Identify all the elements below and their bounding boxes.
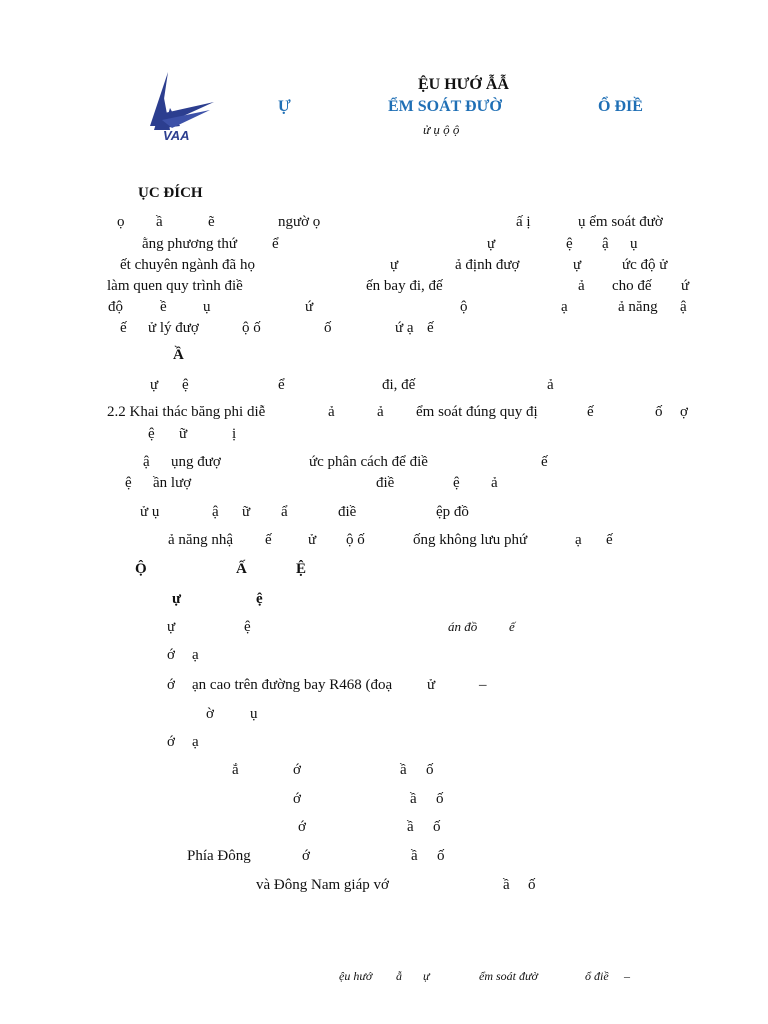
section2-heading: Ầ xyxy=(173,347,184,363)
s1-l6-f: ế xyxy=(427,320,434,336)
s1-l6-e: ứ ạ xyxy=(395,320,414,336)
s1-l1-b: ầ xyxy=(156,214,163,230)
s1-l4-b: ến bay đi, đế xyxy=(366,278,443,294)
s2-i1-a: ự xyxy=(150,377,159,393)
s3-row3-a: ớ xyxy=(298,819,306,835)
s1-l1-f: ụ ểm soát đườ xyxy=(578,214,663,230)
s1-l6-d: ố xyxy=(324,320,332,336)
s2-i5-a: ả năng nhậ xyxy=(168,532,233,548)
s3-sub1-b: ệ xyxy=(256,591,263,607)
s1-l4-d: cho đế xyxy=(612,278,652,294)
s3-sub5-b: ụ xyxy=(250,706,258,722)
logo-text: VAA xyxy=(163,128,190,143)
s1-l3-a: ết chuyên ngành đã họ xyxy=(120,257,255,273)
footer-f: – xyxy=(624,969,630,983)
s1-l2-b: ể xyxy=(272,236,279,252)
s3-sub4-b: ạn cao trên đường bay R468 (đoạ xyxy=(192,677,393,693)
s2-i1-e: ả xyxy=(547,377,554,393)
s1-l6-b: ử lý đượ xyxy=(148,320,199,336)
s1-l4-c: ả xyxy=(578,278,585,294)
doc-title-line1: ỆU HƯỚ ẪẪ xyxy=(418,76,509,93)
s2-i4-b: ậ xyxy=(212,504,219,520)
s3-row3-c: ố xyxy=(433,819,441,835)
s3-sub2-d: ế xyxy=(509,619,515,634)
footer-b: ẫ xyxy=(396,969,402,983)
s2-i2-d: ểm soát đúng quy đị xyxy=(416,404,538,420)
s1-l1-c: ẽ xyxy=(208,214,215,230)
s3-row5-b: ầ xyxy=(503,877,510,893)
s2-i5-f: ạ xyxy=(575,532,582,548)
s1-l3-c: ả định đượ xyxy=(455,257,520,273)
s3-row2-c: ố xyxy=(436,791,444,807)
s1-l5-b: ề xyxy=(160,299,167,315)
s3-sub2-b: ệ xyxy=(244,619,251,635)
s1-l3-b: ự xyxy=(390,257,399,273)
s2-i1-c: ể xyxy=(278,377,285,393)
s1-l2-f: ụ xyxy=(630,236,638,252)
doc-title-line2-b: ỂM SOÁT ĐƯỜ xyxy=(388,98,502,115)
s2-i3b-e: ả xyxy=(491,475,498,491)
s3-sub6-a: ớ xyxy=(167,734,175,750)
s3-sub1-a: ự xyxy=(172,591,182,607)
s2-i2-a: 2.2 Khai thác băng phi diễ xyxy=(107,404,266,420)
s1-l4-a: làm quen quy trình điề xyxy=(107,278,243,294)
s3-sub2-a: ự xyxy=(167,619,176,635)
s3-row1-a: ắ xyxy=(232,762,239,778)
s2-i3-a: ậ xyxy=(143,454,150,470)
s2-i5-d: ộ ố xyxy=(346,532,365,548)
doc-title-line2-c: Ổ ĐIỀ xyxy=(598,98,643,115)
s3-row2-a: ớ xyxy=(293,791,301,807)
s3-row5-label: và Đông Nam giáp vớ xyxy=(256,877,389,893)
s3-sub4-d: – xyxy=(479,677,487,693)
section3-heading-a: Ộ xyxy=(135,561,147,577)
s1-l5-e: ộ xyxy=(460,299,468,315)
s3-sub2-c: án đồ xyxy=(448,619,478,634)
s3-row4-a: ớ xyxy=(302,848,310,864)
s1-l2-e: ậ xyxy=(602,236,609,252)
section3-heading-c: Ệ xyxy=(296,561,307,577)
s2-i2b-b: ữ xyxy=(179,426,188,442)
section1-heading: ỤC ĐÍCH xyxy=(138,185,203,201)
s2-i2-e: ế xyxy=(587,404,594,420)
s3-row1-d: ố xyxy=(426,762,434,778)
footer-a: ệu hướ xyxy=(339,969,373,983)
s1-l5-a: độ xyxy=(108,299,123,315)
s3-row1-b: ớ xyxy=(293,762,301,778)
s3-sub4-a: ớ xyxy=(167,677,175,693)
s2-i4-f: ệp đồ xyxy=(436,504,469,520)
s1-l3-e: ức độ ử xyxy=(622,257,668,273)
s2-i3-b: ụng đượ xyxy=(171,454,221,470)
s1-l1-a: ọ xyxy=(117,214,125,230)
s2-i3b-d: ệ xyxy=(453,475,460,491)
s3-row4-c: ố xyxy=(437,848,445,864)
s2-i3b-b: ần lượ xyxy=(153,475,192,491)
s1-l6-c: ộ ố xyxy=(242,320,261,336)
footer-e: ổ điề xyxy=(585,969,609,983)
s1-l5-f: ạ xyxy=(561,299,568,315)
s2-i4-d: ẩ xyxy=(281,504,288,520)
s3-row4-label: Phía Đông xyxy=(187,848,251,864)
s1-l5-d: ứ xyxy=(305,299,314,315)
s3-row1-c: ầ xyxy=(400,762,407,778)
s2-i5-b: ế xyxy=(265,532,272,548)
s1-l2-c: ự xyxy=(487,236,496,252)
s3-sub3-a: ớ xyxy=(167,647,175,663)
s3-row4-b: ầ xyxy=(411,848,418,864)
doc-title-line2-a: Ự xyxy=(278,98,291,115)
s1-l5-g: ả năng xyxy=(618,299,658,315)
s2-i4-a: ử ụ xyxy=(140,504,160,520)
s3-sub3-b: ạ xyxy=(192,647,199,663)
s2-i4-e: điề xyxy=(338,504,357,520)
s2-i5-c: ử xyxy=(308,532,317,548)
s2-i2b-c: ị xyxy=(232,426,237,442)
s2-i2-f: ố xyxy=(655,404,663,420)
s3-sub6-b: ạ xyxy=(192,734,199,750)
s2-i2-g: ợ xyxy=(680,404,688,420)
s1-l1-e: ấ ị xyxy=(516,214,531,230)
s2-i2b-a: ệ xyxy=(148,426,155,442)
s3-row5-c: ố xyxy=(528,877,536,893)
section3-heading-b: Ấ xyxy=(236,561,247,577)
s1-l2-d: ệ xyxy=(566,236,573,252)
s2-i3-c: ức phân cách để điề xyxy=(309,454,428,470)
footer-c: ự xyxy=(423,969,430,983)
doc-subtitle: ử ụ ộ ộ xyxy=(423,122,460,137)
s2-i3b-c: điề xyxy=(376,475,395,491)
s1-l5-c: ụ xyxy=(203,299,211,315)
s1-l6-a: ế xyxy=(120,320,127,336)
s2-i5-e: ống không lưu phứ xyxy=(413,532,528,548)
s3-row2-b: ầ xyxy=(410,791,417,807)
s1-l4-e: ứ xyxy=(681,278,690,294)
s2-i1-b: ệ xyxy=(182,377,189,393)
s1-l2-a: ằng phương thứ xyxy=(142,236,238,252)
s2-i1-d: đi, đế xyxy=(382,377,416,393)
s2-i2-b: ả xyxy=(328,404,335,420)
s1-l3-d: ự xyxy=(573,257,582,273)
s2-i5-g: ế xyxy=(606,532,613,548)
s2-i3b-a: ệ xyxy=(125,475,132,491)
s3-sub5-a: ờ xyxy=(206,706,214,722)
s1-l1-d: ngườ ọ xyxy=(278,214,321,230)
s2-i2-c: ả xyxy=(377,404,384,420)
s3-row3-b: ầ xyxy=(407,819,414,835)
footer-d: ểm soát đườ xyxy=(479,969,538,983)
s1-l5-h: ậ xyxy=(680,299,687,315)
s3-sub4-c: ử xyxy=(427,677,436,693)
s2-i3-d: ế xyxy=(541,454,548,470)
s2-i4-c: ữ xyxy=(242,504,251,520)
